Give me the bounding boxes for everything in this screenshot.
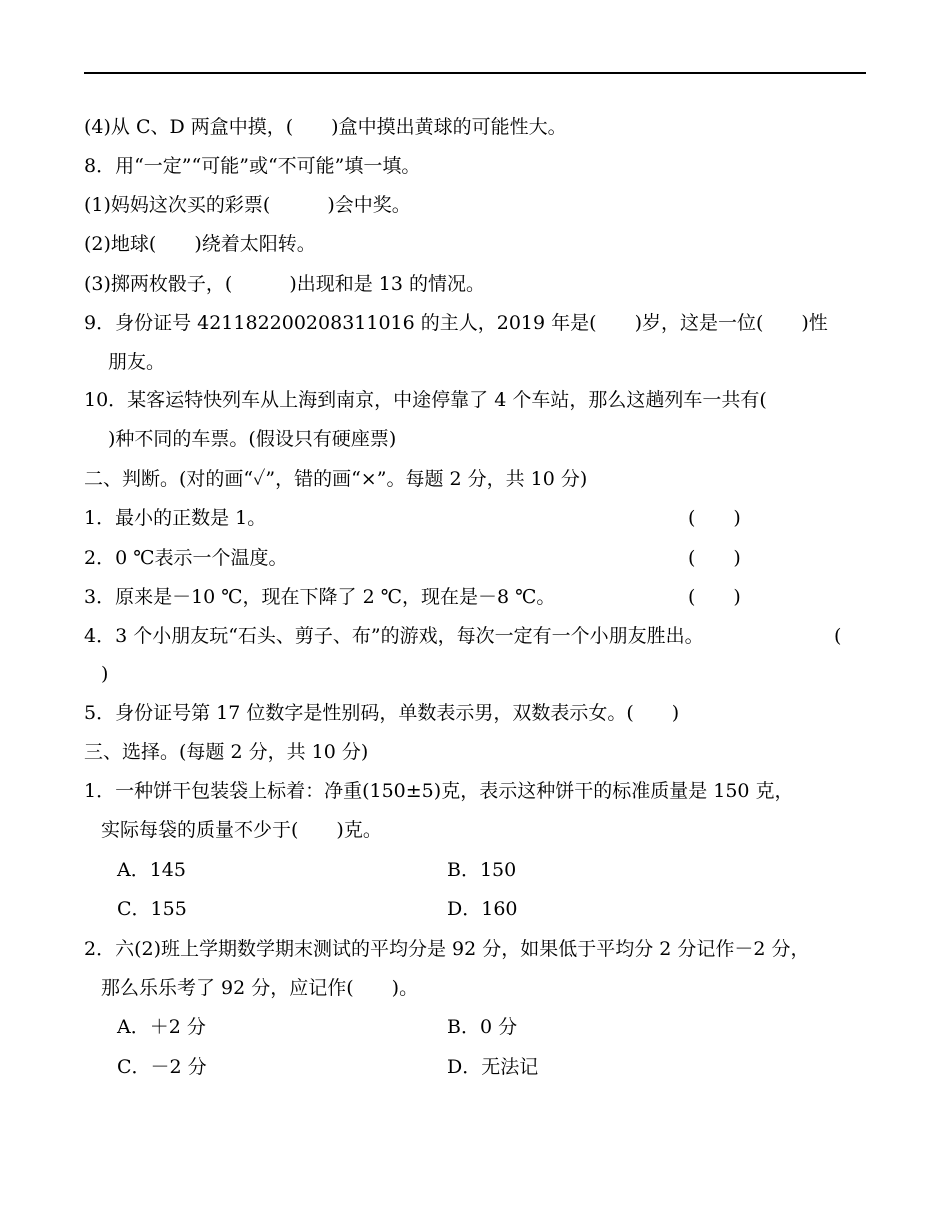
judge-item-2-answer-blank: ( )	[688, 547, 741, 569]
question-9-line-2: 朋友。	[108, 351, 166, 373]
choice-1-line-2: 实际每袋的质量不少于( )克。	[101, 819, 382, 841]
judge-item-2-text: 2．0 ℃表示一个温度。	[84, 547, 288, 569]
judge-item-4-text: 4．3 个小朋友玩“石头、剪子、布”的游戏，每次一定有一个小朋友胜出。	[84, 625, 704, 647]
judge-item-3-text: 3．原来是－10 ℃，现在下降了 2 ℃，现在是－8 ℃。	[84, 586, 556, 608]
question-8-2: (2)地球( )绕着太阳转。	[84, 233, 316, 255]
judge-item-1-answer-blank: ( )	[688, 507, 741, 529]
question-10-line-2: )种不同的车票。(假设只有硬座票)	[108, 428, 397, 450]
judge-item-5-text: 5．身份证号第 17 位数字是性别码，单数表示男，双数表示女。( )	[84, 702, 680, 724]
judge-item-4-answer-blank-open: (	[834, 625, 842, 647]
question-8-heading: 8．用“一定”“可能”或“不可能”填一填。	[84, 155, 421, 177]
choice-2-option-d: D．无法记	[447, 1056, 539, 1078]
question-9-line-1: 9．身份证号 421182200208311016 的主人，2019 年是( )岁，这是一位( )性	[84, 312, 828, 334]
choice-1-option-c: C．155	[117, 898, 187, 920]
choice-1-option-b: B．150	[447, 859, 517, 881]
choice-1-line-1: 1．一种饼干包装袋上标着：净重(150±5)克，表示这种饼干的标准质量是 150 克，	[84, 780, 794, 802]
choice-2-option-c: C．－2 分	[117, 1056, 207, 1078]
question-10-line-1: 10．某客运特快列车从上海到南京，中途停靠了 4 个车站，那么这趟列车一共有(	[84, 389, 767, 411]
header-rule	[84, 72, 866, 74]
choice-2-option-a: A．＋2 分	[117, 1016, 206, 1038]
choice-1-option-d: D．160	[447, 898, 518, 920]
judge-item-3-answer-blank: ( )	[688, 586, 741, 608]
section-3-title: 三、选择。(每题 2 分，共 10 分)	[84, 741, 369, 763]
choice-2-line-2: 那么乐乐考了 92 分，应记作( )。	[101, 977, 419, 999]
judge-item-4-answer-blank-close: )	[101, 663, 109, 685]
question-7-4: (4)从 C、D 两盒中摸，( )盒中摸出黄球的可能性大。	[84, 116, 567, 138]
question-8-3: (3)掷两枚骰子，( )出现和是 13 的情况。	[84, 273, 485, 295]
choice-2-option-b: B．0 分	[447, 1016, 518, 1038]
choice-1-option-a: A．145	[117, 859, 186, 881]
section-2-title: 二、判断。(对的画“✓”，错的画“×”。每题 2 分，共 10 分)	[84, 468, 588, 490]
choice-2-line-1: 2．六(2)班上学期数学期末测试的平均分是 92 分，如果低于平均分 2 分记作－2 分，	[84, 938, 810, 960]
judge-item-1-text: 1．最小的正数是 1。	[84, 507, 267, 529]
question-8-1: (1)妈妈这次买的彩票( )会中奖。	[84, 194, 411, 216]
